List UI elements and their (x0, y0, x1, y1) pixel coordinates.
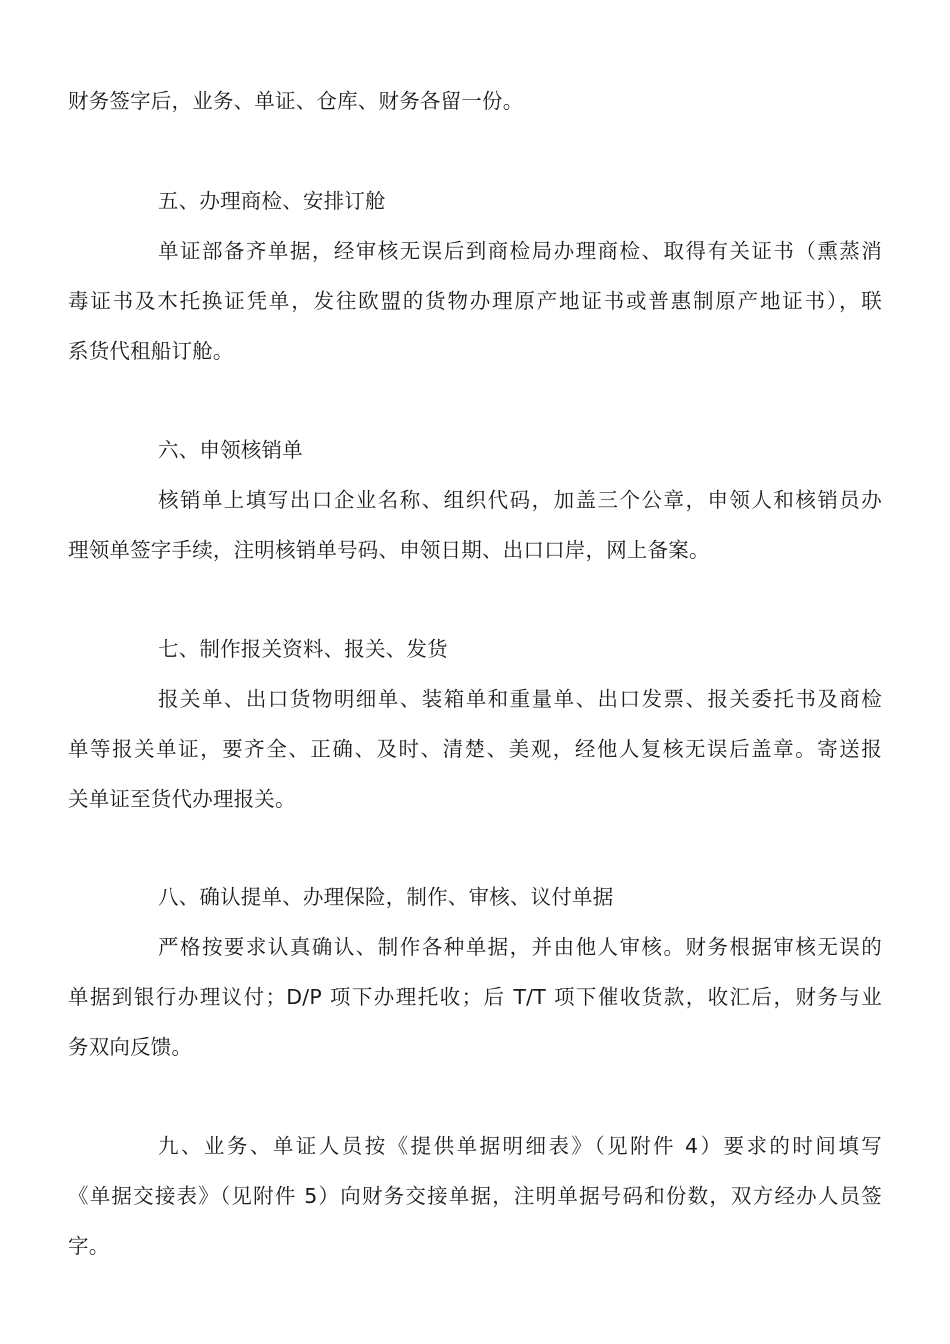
section-6-line-1: 核销单上填写出口企业名称、组织代码，加盖三个公章，申领人和核销员办 (158, 488, 882, 512)
section-8-line-3: 务双向反馈。 (68, 1035, 193, 1059)
section-9-line-2: 《单据交接表》（见附件 5）向财务交接单据，注明单据号码和份数，双方经办人员签 (68, 1184, 882, 1208)
section-8-heading: 八、确认提单、办理保险，制作、审核、议付单据 (158, 885, 614, 909)
section-6-line-2: 理领单签字手续，注明核销单号码、申领日期、出口口岸，网上备案。 (68, 538, 710, 562)
section-7-line-3: 关单证至货代办理报关。 (68, 787, 296, 811)
section-9-line-3: 字。 (68, 1234, 110, 1258)
section-6-heading: 六、申领核销单 (158, 438, 303, 462)
section-5-line-1: 单证部备齐单据，经审核无误后到商检局办理商检、取得有关证书（熏蒸消 (158, 239, 882, 263)
section-9-line-1: 九、业务、单证人员按《提供单据明细表》（见附件 4）要求的时间填写 (158, 1134, 882, 1158)
section-5-line-2: 毒证书及木托换证凭单，发往欧盟的货物办理原产地证书或普惠制原产地证书），联 (68, 289, 882, 313)
section-5-heading: 五、办理商检、安排订舱 (158, 189, 386, 213)
section-8-line-1: 严格按要求认真确认、制作各种单据，并由他人审核。财务根据审核无误的 (158, 935, 882, 959)
section-7-line-2: 单等报关单证，要齐全、正确、及时、清楚、美观，经他人复核无误后盖章。寄送报 (68, 737, 882, 761)
section-7-heading: 七、制作报关资料、报关、发货 (158, 637, 448, 661)
section-7-line-1: 报关单、出口货物明细单、装箱单和重量单、出口发票、报关委托书及商检 (158, 687, 882, 711)
section-8-line-2: 单据到银行办理议付；D/P 项下办理托收；后 T/T 项下催收货款，收汇后，财务与业 (68, 985, 882, 1009)
intro-line-1: 财务签字后，业务、单证、仓库、财务各留一份。 (68, 89, 524, 113)
section-5-line-3: 系货代租船订舱。 (68, 339, 234, 363)
